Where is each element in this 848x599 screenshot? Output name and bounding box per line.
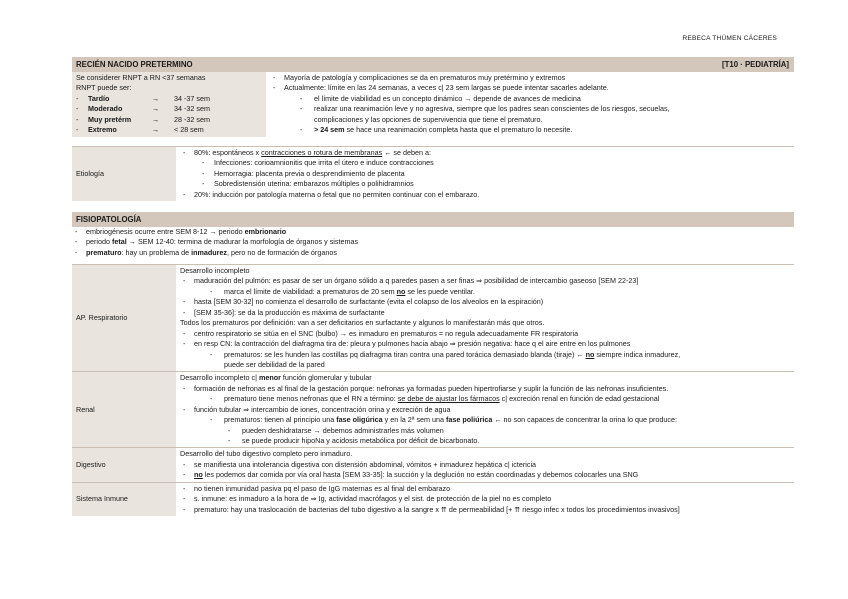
respiratorio-content: Desarrollo incompleto - maduración del pulmón: es pasar de ser un órgano sólido a q paredes pasen a ser finas ⇒ posibilidad de intercambio gaseoso [SEM 22-23] - marca el límite de viabilidad: a prematuros de 20 sem no se les puede ventilar. - hasta [SEM 30-32] no comienza el desarrollo de surfactante (evita el colapso de los alveolos en la espiración) - [SEM 35-36]: se da la producción es máxima de surfactante Todos los prematuros por definición: van a ser deficitarios en surfactante y algunos lo manifestarán más que otros. - centro respiratorio se sitúa en el SNC (bulbo) → es inmaduro en prematuros = no regula adecuadamente FR respiratoria - en resp CN: la contracción del diafragma tira de: pleura y pulmones hacia abajo ⇒ presión negativa: hace q el aire entre en los pulmones - prematuros: se les hunden las costillas pq diafragma tiran contra una pared torácica demasiado blanda (tiraje) ← no siempre indica inmadurez, puede ser debilidad de la pared xyxy=(176,265,794,372)
fisio-list xyxy=(72,227,794,258)
fisio-item: - embriogénesis ocurre entre SEM 8-12 → periodo embrionario xyxy=(72,227,794,237)
etiologia-subitem: - Sobredistensión uterina: embarazos múltiples o polihidramnios xyxy=(180,179,790,189)
digestivo-label: Digestivo xyxy=(72,448,176,482)
note-subitem: - > 24 sem se hace una reanimación completa hasta que el prematuro lo necesite. xyxy=(270,125,790,135)
class-name: Extremo xyxy=(88,125,117,135)
renal-subsubitem: - pueden deshidratarse → debemos administrarles más volumen xyxy=(180,426,790,436)
renal-item: - función tubular ⇒ intercambio de iones, concentración orina y excreción de agua xyxy=(180,405,790,415)
section-title: FISIOPATOLOGÍA xyxy=(76,215,142,224)
resp-summary: Todos los prematuros por definición: van a ser deficitarios en surfactante y algunos lo manifestarán más que otros. xyxy=(180,318,545,328)
etiologia-content xyxy=(176,147,794,202)
note-item: - Actualmente: límite en las 24 semanas, a veces c| 23 sem largas se puede intentar sacarles adelante. xyxy=(270,83,790,93)
resp-item: - centro respiratorio se sitúa en el SNC (bulbo) → es inmaduro en prematuros = no regula adecuadamente FR respiratoria xyxy=(180,329,790,339)
resp-item: - hasta [SEM 30-32] no comienza el desarrollo de surfactante (evita el colapso de los alveolos en la espiración) xyxy=(180,297,790,307)
resp-subitem: - prematuros: se les hunden las costillas pq diafragma tiran contra una pared torácica demasiado blanda (tiraje) ← no siempre indica inmadurez, puede ser debilidad de la pared xyxy=(180,350,790,371)
resp-item: - maduración del pulmón: es pasar de ser un órgano sólido a q paredes pasen a ser finas ⇒ posibilidad de intercambio gaseoso [SEM 22-23] xyxy=(180,276,790,286)
inmune-content xyxy=(176,482,794,516)
resp-item: - en resp CN: la contracción del diafragma tira de: pleura y pulmones hacia abajo ⇒ presión negativa: hace q el aire entre en los pulmones xyxy=(180,339,790,349)
inmune-item: - prematuro: hay una traslocación de bacterias del tubo digestivo a la sangre x ⇈ de permeabilidad [+ ⇈ riesgo infec x todos los procedimientos invasivos] xyxy=(180,505,790,515)
digestivo-content: Desarrollo del tubo digestivo completo pero inmaduro. - se manifiesta una intolerancia digestiva con distensión abdominal, vómitos + inmadurez hepática c| ictericia - no les podemos dar comida por vía oral hasta [SEM 33-35]: la succión y la deglución no están coordinadas y debemos colocarles una SNG xyxy=(176,448,794,482)
digest-item: - se manifiesta una intolerancia digestiva con distensión abdominal, vómitos + inmadurez hepática c| ictericia xyxy=(180,460,790,470)
inmune-item: - no tienen inmunidad pasiva pq el paso de IgG maternas es al final del embarazo xyxy=(180,484,790,494)
etiologia-item: - 20%: inducción por patología materna o fetal que no permiten continuar con el embarazo. xyxy=(180,190,790,200)
class-name: Tardío xyxy=(88,93,110,103)
fisio-item: - periodo fetal → SEM 12-40: termina de madurar la morfología de órganos y sistemas xyxy=(72,237,794,247)
note-subitem: - el límite de viabilidad es un concepto dinámico → depende de avances de medicina xyxy=(270,94,790,104)
systems-table xyxy=(72,264,794,516)
section-header-title xyxy=(72,57,794,72)
class-name: Moderado xyxy=(88,104,123,114)
renal-item: - formación de nefronas es al final de la gestación porque: nefronas ya formadas pueden hipertrofiarse y suplir la función de las nefronas insuficientes. xyxy=(180,384,790,394)
class-range: < 28 sem xyxy=(174,125,204,135)
etiologia-subitem: - Infecciones: corioamnionitis que irrita el útero e induce contracciones xyxy=(180,158,790,168)
arrow-icon: → xyxy=(152,125,160,135)
author-name: REBECA THÜMEN CÁCERES xyxy=(682,35,777,42)
classification-intro: RNPT puede ser: xyxy=(76,83,132,93)
page-title: RECIÉN NACIDO PRETERMINO xyxy=(76,60,193,69)
etiologia-label: Etiología xyxy=(72,147,176,202)
inmune-label: Sistema Inmune xyxy=(72,482,176,516)
intro-table xyxy=(72,72,794,137)
etiologia-table xyxy=(72,146,794,201)
renal-label: Renal xyxy=(72,372,176,448)
definition-text: Se considerer RNPT a RN <37 semanas xyxy=(76,73,206,82)
inmune-item: - s. inmune: es inmaduro a la hora de ⇒ Ig, actividad macrófagos y el sist. de protección de la piel no es completo xyxy=(180,494,790,504)
class-range: 34 -37 sem xyxy=(174,93,210,103)
digest-item: - no les podemos dar comida por vía oral hasta [SEM 33-35]: la succión y la deglución no están coordinadas y debemos colocarles una SNG xyxy=(180,470,790,480)
respiratorio-label: AP. Respiratorio xyxy=(72,265,176,372)
fisiopatologia-header xyxy=(72,212,794,227)
note-item: - Mayoría de patología y complicaciones se da en prematuros muy pretérmino y extremos xyxy=(270,73,790,83)
classification-cell xyxy=(72,72,266,137)
arrow-icon: → xyxy=(152,104,160,114)
classification-list: - Tardío → 34 -37 sem - Moderado → 34 -32 sem - Muy pretérm → 28 -32 sem - Extremo → < 28 sem xyxy=(76,94,262,136)
fisio-item: - prematuro: hay un problema de inmadurez, pero no de formación de órganos xyxy=(72,248,794,258)
class-name: Muy pretérm xyxy=(88,114,132,124)
renal-content: Desarrollo incompleto c| menor función glomerular y tubular - formación de nefronas es al final de la gestación porque: nefronas ya formadas pueden hipertrofiarse y suplir la función de las nefronas insuficientes. - prematuro tiene menos nefronas que el RN a término: se debe de ajustar los fármacos c| excreción renal en función de edad gestacional - función tubular ⇒ intercambio de iones, concentración orina y excreción de agua - prematuros: tienen al principio una fase oligúrica y en la 2ª sem una fase poliúrica ← no son capaces de concentrar la orina lo que produce: - pueden deshidratarse → debemos administrarles más volumen - se puede producir hipoNa y acidosis metabólica por déficit de bicarbonato. xyxy=(176,372,794,448)
intro-notes-cell xyxy=(266,72,794,137)
arrow-icon: → xyxy=(152,93,160,103)
arrow-icon: → xyxy=(152,114,160,124)
etiologia-subitem: - Hemorragia: placenta previa o desprendimiento de placenta xyxy=(180,169,790,179)
note-subitem: - realizar una reanimación leve y no agresiva, siempre que los padres sean conscientes de los riesgos, secuelas, complicaciones y las opciones de supervivencia que tiene el prematuro. xyxy=(270,104,790,125)
renal-subitem: - prematuros: tienen al principio una fase oligúrica y en la 2ª sem una fase poliúrica ← no son capaces de concentrar la orina lo que produce: xyxy=(180,415,790,425)
renal-subsubitem: - se puede producir hipoNa y acidosis metabólica por déficit de bicarbonato. xyxy=(180,436,790,446)
resp-item: - [SEM 35-36]: se da la producción es máxima de surfactante xyxy=(180,308,790,318)
class-range: 28 -32 sem xyxy=(174,114,210,124)
topic-tag: [T10 · PEDIATRÍA] xyxy=(722,60,789,69)
class-range: 34 -32 sem xyxy=(174,104,210,114)
resp-subitem: - marca el límite de viabilidad: a prematuros de 20 sem no se les puede ventilar. xyxy=(180,287,790,297)
etiologia-item: - 80%: espontáneos x contracciones o rotura de membranas ← se deben a: xyxy=(180,148,790,158)
renal-subitem: - prematuro tiene menos nefronas que el RN a término: se debe de ajustar los fármacos c| excreción renal en función de edad gestacional xyxy=(180,394,790,404)
